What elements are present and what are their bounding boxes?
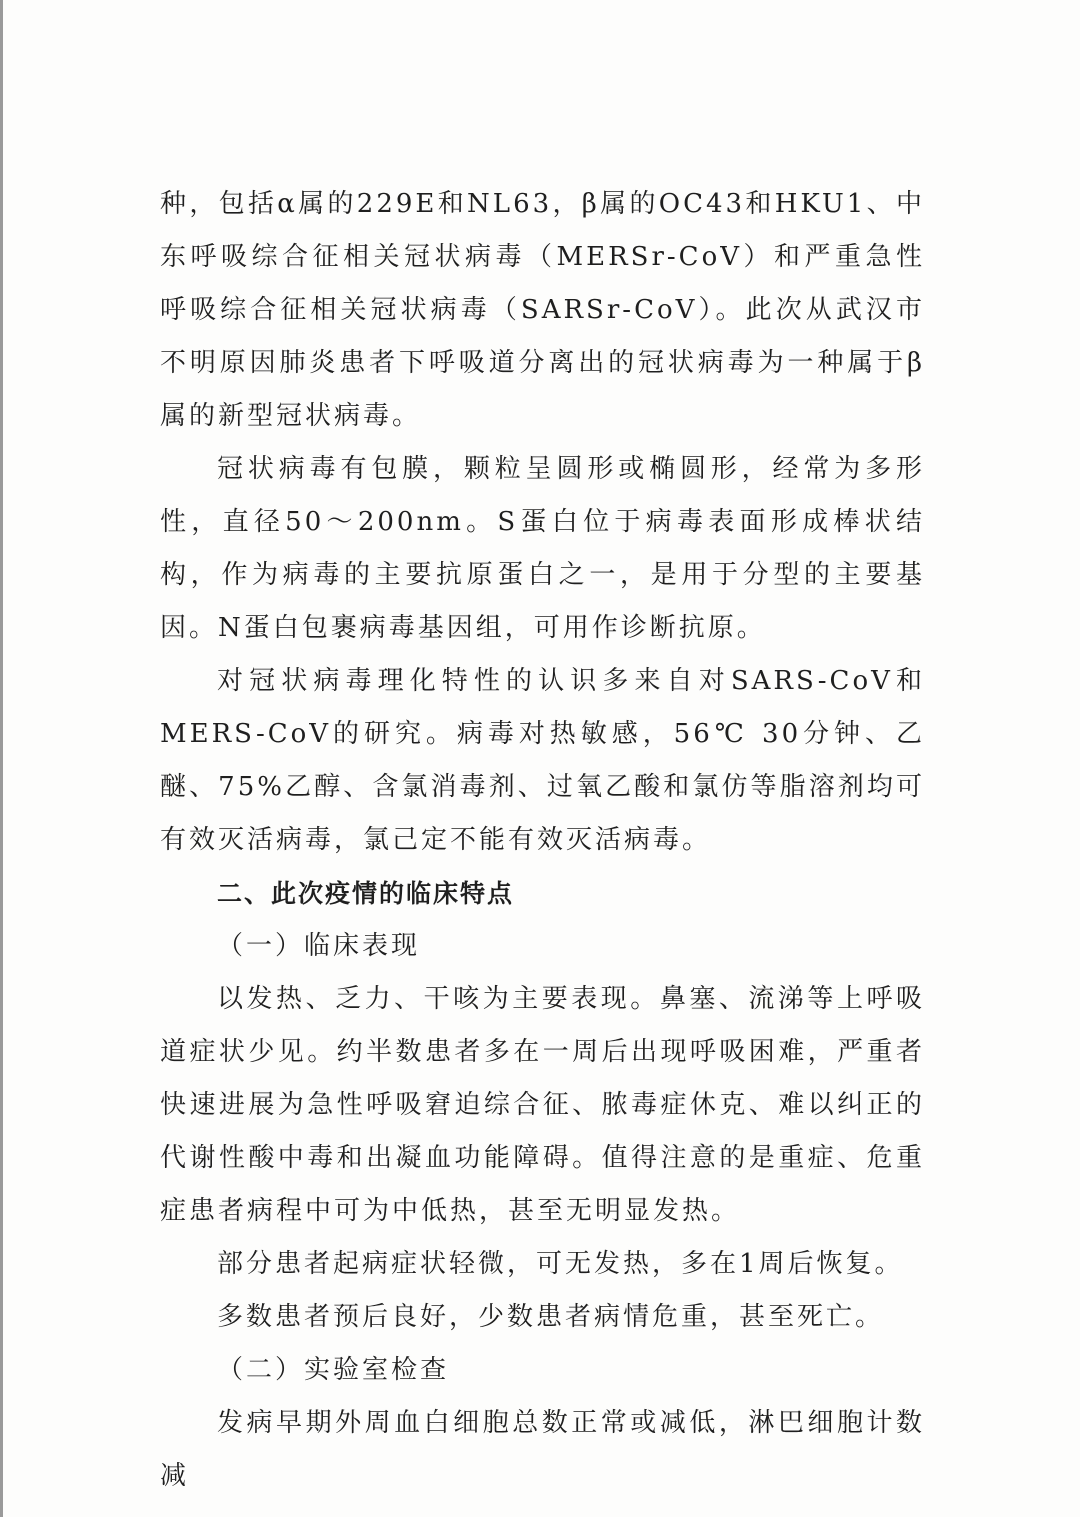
paragraph-physicochemical-properties: 对冠状病毒理化特性的认识多来自对SARS-CoV和MERS-CoV的研究。病毒对热敏感，56℃ 30分钟、乙醚、75%乙醇、含氯消毒剂、过氧乙酸和氯仿等脂溶剂均可有效灭活病毒，氯己定不能有效灭活病毒。 bbox=[160, 666, 925, 855]
paragraph-main-symptoms: 以发热、乏力、干咳为主要表现。鼻塞、流涕等上呼吸道症状少见。约半数患者多在一周后出现呼吸困难，严重者快速进展为急性呼吸窘迫综合征、脓毒症休克、难以纠正的代谢性酸中毒和出凝血功能障碍。值得注意的是重症、危重症患者病程中可为中低热，甚至无明显发热。 bbox=[160, 984, 925, 1226]
subsection-title-laboratory-tests: （二）实验室检查 bbox=[217, 1355, 450, 1385]
paragraph-mild-cases: 部分患者起病症状轻微，可无发热，多在1周后恢复。 bbox=[217, 1249, 904, 1279]
paragraph-coronavirus-classification: 种，包括α属的229E和NL63，β属的OC43和HKU1、中东呼吸综合征相关冠状病毒（MERSr-CoV）和严重急性呼吸综合征相关冠状病毒（SARSr-CoV）。此次从武汉市不明原因肺炎患者下呼吸道分离出的冠状病毒为一种属于β属的新型冠状病毒。 bbox=[160, 189, 925, 431]
paragraph-blood-count: 发病早期外周血白细胞总数正常或减低，淋巴细胞计数减 bbox=[160, 1408, 925, 1491]
paragraph-prognosis: 多数患者预后良好，少数患者病情危重，甚至死亡。 bbox=[217, 1302, 885, 1332]
subsection-title-clinical-manifestations: （一）临床表现 bbox=[217, 931, 421, 961]
page-edge-shadow bbox=[0, 0, 3, 1517]
paragraph-coronavirus-morphology: 冠状病毒有包膜，颗粒呈圆形或椭圆形，经常为多形性，直径50～200nm。S蛋白位于病毒表面形成棒状结构，作为病毒的主要抗原蛋白之一，是用于分型的主要基因。N蛋白包裹病毒基因组，可用作诊断抗原。 bbox=[160, 454, 925, 643]
section-heading-clinical-features: 二、此次疫情的临床特点 bbox=[217, 879, 515, 908]
document-body bbox=[160, 178, 925, 1503]
